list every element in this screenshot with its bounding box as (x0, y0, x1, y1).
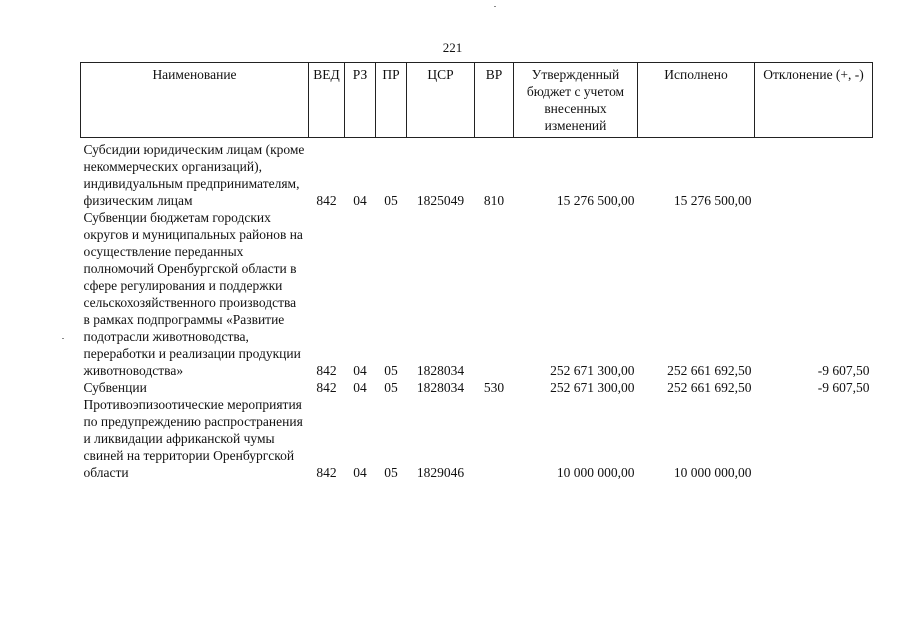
row-rz: 04 (353, 363, 367, 378)
row-ved: 842 (316, 380, 337, 395)
row-rz: 04 (353, 465, 367, 480)
header-row (81, 63, 873, 138)
row-approved: 252 671 300,00 (550, 363, 635, 378)
row-name: Субвенции бюджетам городских округов и муниципальных районов на осуществление переданных полномочий Оренбургской области в сфере регулирования и поддержки сельскохозяйственного производства в рамках подпрограммы «Развитие подотрасли животноводства, переработки и реализации продукции животноводства» (83, 210, 303, 378)
row-name: Противоэпизоотические мероприятия по предупреждению распространения и ликвидации африканской чумы свиней на территории Оренбургской области (83, 397, 303, 480)
row-vr (475, 396, 514, 481)
row-executed: 252 661 692,50 (667, 380, 752, 395)
table-row (81, 209, 873, 379)
table-row (81, 138, 873, 210)
row-deviation: -9 607,50 (817, 363, 870, 378)
col-header-name: Наименование (81, 63, 309, 138)
col-header-deviation: Отклонение (+, -) (755, 63, 873, 138)
page-number: 221 (442, 40, 463, 55)
scan-speck (494, 6, 496, 7)
row-ved: 842 (316, 465, 337, 480)
col-header-pr: ПР (376, 63, 407, 138)
row-approved: 15 276 500,00 (556, 193, 635, 208)
row-approved: 10 000 000,00 (556, 465, 635, 480)
row-deviation (755, 396, 873, 481)
row-executed: 10 000 000,00 (673, 465, 752, 480)
row-pr: 05 (384, 380, 398, 395)
row-deviation: -9 607,50 (817, 380, 870, 395)
row-executed: 15 276 500,00 (673, 193, 752, 208)
col-header-approved: Утвержденный бюджет с учетом внесенных изменений (514, 63, 638, 138)
table-row (81, 396, 873, 481)
row-csr: 1828034 (416, 363, 465, 378)
scan-speck (62, 338, 64, 339)
row-executed: 252 661 692,50 (667, 363, 752, 378)
row-ved: 842 (316, 363, 337, 378)
row-name: Субсидии юридическим лицам (кроме некоммерческих организаций), индивидуальным предпринимателям, физическим лицам (83, 142, 305, 208)
row-rz: 04 (353, 193, 367, 208)
col-header-executed: Исполнено (638, 63, 755, 138)
row-pr: 05 (384, 193, 398, 208)
row-vr: 530 (483, 380, 505, 395)
row-csr: 1828034 (416, 380, 465, 395)
row-rz: 04 (353, 380, 367, 395)
col-header-vr: ВР (475, 63, 514, 138)
row-ved: 842 (316, 193, 337, 208)
table-row (81, 379, 873, 396)
row-vr: 810 (483, 193, 505, 208)
row-name: Субвенции (83, 380, 147, 395)
budget-table (80, 62, 873, 481)
col-header-ved: ВЕД (309, 63, 345, 138)
col-header-rz: РЗ (345, 63, 376, 138)
row-csr: 1825049 (416, 193, 465, 208)
row-approved: 252 671 300,00 (550, 380, 635, 395)
row-csr: 1829046 (416, 465, 465, 480)
row-deviation (755, 138, 873, 210)
row-pr: 05 (384, 465, 398, 480)
row-pr: 05 (384, 363, 398, 378)
row-vr (475, 209, 514, 379)
col-header-csr: ЦСР (407, 63, 475, 138)
